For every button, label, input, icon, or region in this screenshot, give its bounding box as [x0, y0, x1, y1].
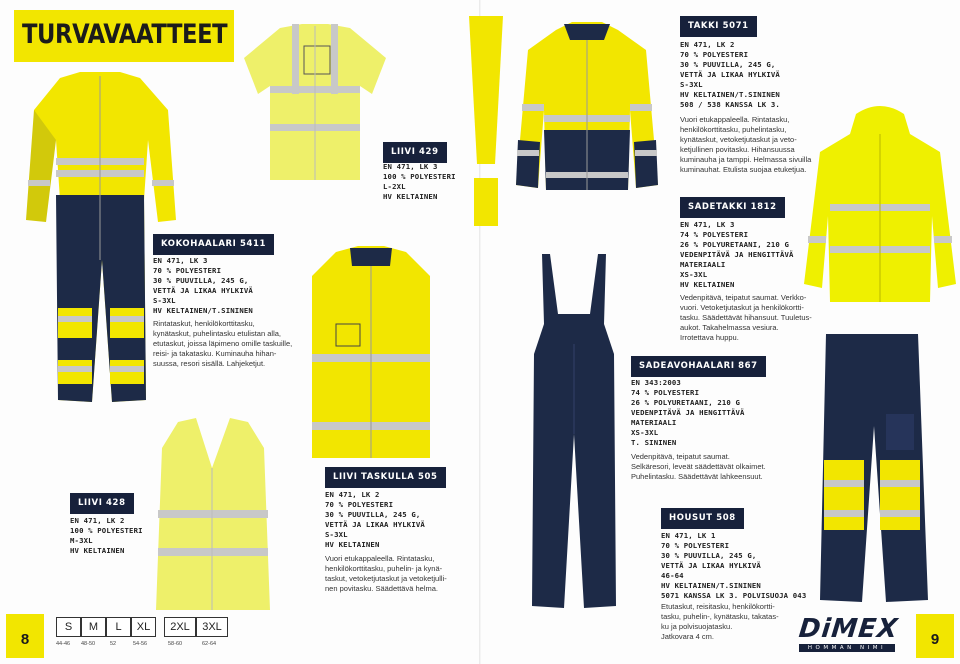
page-number-left: 8: [6, 614, 44, 658]
size-range-s: 44-46: [56, 641, 71, 647]
dimex-logo: [799, 616, 898, 652]
rain-bib-867-image: [524, 254, 624, 614]
vest-429-image: [240, 24, 390, 184]
exclamation-icon: [465, 14, 507, 228]
jacket-5071-image: [512, 20, 662, 195]
size-range-m: 48-50: [81, 641, 96, 647]
trousers-508-image: [812, 330, 932, 606]
desc-kokohaalari-5411: Rintataskut, henkilökorttitasku, kynätaskut, puhelintasku etulistan alla, etutaskut, joissa läpimeno omille taskuille, reisi- ja takatasku. Kuminauha hihan- suussa, resori sisällä. Lahjeketjut.: [153, 319, 293, 368]
size-box-xl: XL: [131, 617, 156, 637]
size-range-3xl: 62-64: [202, 641, 217, 647]
spec-liivi-taskulla-505: EN 471, LK 2 70 % POLYESTERI 30 % PUUVILLA, 245 G, VETTÄ JA LIKAA HYLKIVÄ S-3XL HV KELTAINEN: [325, 490, 425, 549]
spec-takki-5071: EN 471, LK 2 70 % POLYESTERI 30 % PUUVILLA, 245 G, VETTÄ JA LIKAA HYLKIVÄ S-3XL HV KELTAINEN/T.SININEN 508 / 538 KANSSA LK 3.: [680, 40, 780, 109]
desc-housut-508: Etutaskut, reisitasku, henkilökortti- tasku, puhelin-, kynätasku, takatas- ku ja polvisuojatasku. Jatkovara 4 cm.: [661, 602, 779, 641]
desc-sadetakki-1812: Vedenpitävä, teipatut saumat. Verkko- vuori. Vetoketjutaskut ja henkilökortti- tasku. Säädettävät hihansuut. Tuuletus- aukot. Takahelmassa vesiura. Irrotettava huppu.: [680, 293, 812, 342]
desc-liivi-taskulla-505: Vuori etukappaleella. Rintatasku, henkilökorttitasku, puhelin- ja kynä- taskut, vetoketjutaskut ja vetoketjulli- nen povitasku. Säädettävä helma.: [325, 554, 447, 593]
desc-sadeavohaalari-867: Vedenpitävä, teipatut saumat. Selkäresori, leveät säädettävät olkaimet. Puhelintasku. Säädettävät lahkeensuut.: [631, 452, 766, 481]
vest-505-image: [306, 246, 436, 462]
brand-tagline: HOMMAN NIMI: [799, 644, 895, 652]
size-box-2xl: 2XL: [164, 617, 196, 637]
spec-sadetakki-1812: EN 471, LK 3 74 % POLYESTERI 26 % POLYURETAANI, 210 G VEDENPITÄVÄ JA HENGITTÄVÄ MATERIAALI XS-3XL HV KELTAINEN: [680, 220, 794, 289]
size-box-s: S: [56, 617, 81, 637]
spec-kokohaalari-5411: EN 471, LK 3 70 % POLYESTERI 30 % PUUVILLA, 245 G, VETTÄ JA LIKAA HYLKIVÄ S-3XL HV KELTAINEN/T.SININEN: [153, 256, 253, 315]
page-title: TURVAVAATTEET: [22, 19, 228, 50]
size-range-l: 52: [110, 641, 117, 647]
spec-liivi-429: EN 471, LK 3 100 % POLYESTERI L-2XL HV KELTAINEN: [383, 162, 456, 201]
spec-housut-508: EN 471, LK 1 70 % POLYESTERI 30 % PUUVILLA, 245 G, VETTÄ JA LIKAA HYLKIVÄ 46-64 HV KELTAINEN/T.SININEN 5071 KANSSA LK 3. POLVISUOJA 043: [661, 531, 807, 600]
label-takki-5071: TAKKI 5071: [680, 16, 757, 37]
label-liivi-taskulla-505: LIIVI TASKULLA 505: [325, 467, 446, 488]
size-range-2xl: 58-60: [168, 641, 183, 647]
desc-takki-5071: Vuori etukappaleella. Rintatasku, henkilökorttitasku, puhelintasku, kynätaskut, vetoketjutaskut ja veto- ketjullinen povitasku. Hihansuussa kuminauha ja tamppi. Helmassa sivuilla kuminauhat. Etulista suojaa etuketjua.: [680, 115, 812, 174]
label-sadetakki-1812: SADETAKKI 1812: [680, 197, 785, 218]
size-box-3xl: 3XL: [196, 617, 228, 637]
page-number-right: 9: [916, 614, 954, 658]
size-box-l: L: [106, 617, 131, 637]
label-liivi-428: LIIVI 428: [70, 493, 134, 514]
spec-liivi-428: EN 471, LK 2 100 % POLYESTERI M-3XL HV KELTAINEN: [70, 516, 143, 555]
rain-jacket-1812-image: [800, 104, 960, 308]
size-box-m: M: [81, 617, 106, 637]
spec-sadeavohaalari-867: EN 343:2003 74 % POLYESTERI 26 % POLYURETAANI, 210 G VEDENPITÄVÄ JA HENGITTÄVÄ MATERIAALI XS-3XL T. SININEN: [631, 378, 745, 447]
label-housut-508: HOUSUT 508: [661, 508, 744, 529]
brand-name: DiMEX: [797, 614, 900, 644]
label-liivi-429: LIIVI 429: [383, 142, 447, 163]
label-sadeavohaalari-867: SADEAVOHAALARI 867: [631, 356, 766, 377]
vest-428-image: [150, 418, 276, 614]
label-kokohaalari-5411: KOKOHAALARI 5411: [153, 234, 274, 255]
size-range-xl: 54-56: [133, 641, 148, 647]
